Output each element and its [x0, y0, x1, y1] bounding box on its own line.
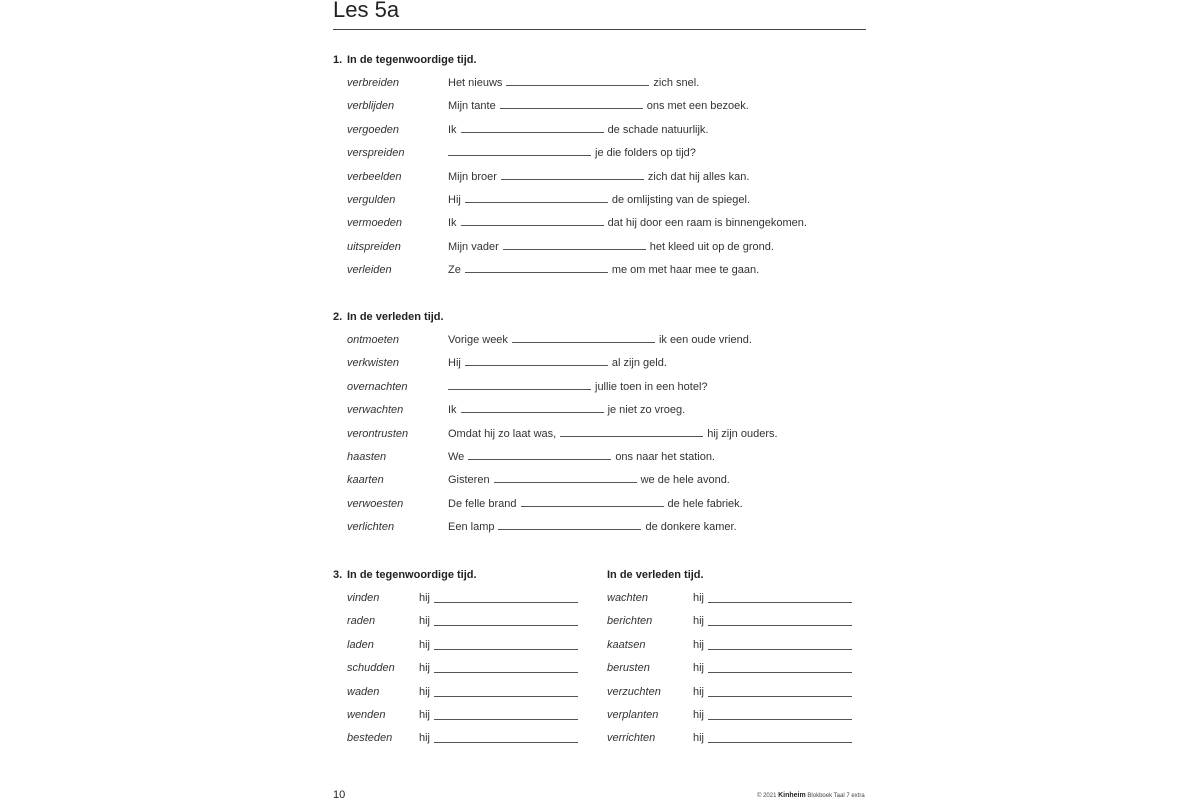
- answer-blank[interactable]: [465, 192, 608, 203]
- exercise-sentence: [448, 75, 699, 91]
- sentence-before: Hij: [448, 357, 461, 370]
- exercise-verb: verwoesten: [347, 497, 404, 510]
- sentence-after: ik een oude vriend.: [658, 334, 752, 346]
- conjugation-verb: wenden: [347, 709, 386, 721]
- answer-blank[interactable]: [503, 239, 646, 250]
- sentence-after: de donkere kamer.: [645, 521, 737, 534]
- exercise-verb: overnachten: [347, 380, 408, 393]
- exercise-sentence: [448, 426, 778, 442]
- pronoun-label: hij: [693, 709, 705, 721]
- sentence-before: De felle brand: [448, 497, 517, 510]
- page-number: 10: [333, 789, 346, 801]
- answer-blank[interactable]: [512, 332, 655, 343]
- sentence-before: Hij: [448, 194, 461, 206]
- sentence-after: de omlijsting van de spiegel.: [611, 194, 751, 206]
- answer-blank[interactable]: [434, 719, 578, 720]
- answer-blank[interactable]: [494, 472, 637, 483]
- section-3-right-title: In de verleden tijd.: [607, 569, 704, 581]
- conjugation-verb: laden: [347, 638, 374, 651]
- answer-blank[interactable]: [708, 672, 852, 673]
- section-1-number: 1.: [333, 54, 343, 66]
- sentence-after: zich snel.: [653, 77, 700, 89]
- answer-blank[interactable]: [465, 355, 608, 366]
- pronoun-label: hij: [419, 662, 431, 675]
- answer-blank[interactable]: [434, 742, 578, 743]
- pronoun-label: hij: [419, 685, 431, 698]
- exercise-sentence: [448, 332, 752, 348]
- sentence-after: dat hij door een raam is binnengekomen.: [607, 217, 807, 230]
- exercise-verb: vergulden: [347, 194, 396, 206]
- exercise-verb: vermoeden: [347, 217, 403, 230]
- pronoun-label: hij: [419, 709, 431, 721]
- pronoun-label: hij: [419, 615, 431, 628]
- sentence-after: je die folders op tijd?: [595, 147, 696, 160]
- answer-blank[interactable]: [521, 496, 664, 507]
- answer-blank[interactable]: [708, 696, 852, 697]
- answer-blank[interactable]: [560, 426, 703, 437]
- pronoun-label: hij: [693, 638, 705, 651]
- sentence-after: ons naar het station.: [615, 451, 715, 463]
- pronoun-label: hij: [693, 662, 705, 675]
- answer-blank[interactable]: [500, 98, 643, 109]
- answer-blank[interactable]: [465, 262, 608, 273]
- conjugation-verb: besteden: [347, 732, 393, 745]
- pronoun-label: hij: [693, 732, 705, 745]
- answer-blank[interactable]: [501, 169, 644, 180]
- sentence-before: Ik: [448, 217, 457, 230]
- answer-blank[interactable]: [708, 742, 852, 743]
- sentence-after: je niet zo vroeg.: [607, 404, 686, 417]
- sentence-before: Omdat hij zo laat was,: [448, 427, 557, 440]
- sentence-before: Ik: [448, 123, 457, 136]
- sentence-before: Het nieuws: [448, 77, 503, 89]
- exercise-verb: vergoeden: [347, 123, 399, 136]
- exercise-sentence: [448, 215, 807, 231]
- answer-blank[interactable]: [461, 215, 604, 226]
- sentence-before: Ze: [448, 264, 461, 277]
- conjugation-verb: wachten: [607, 592, 648, 604]
- section-1-title: In de tegenwoordige tijd.: [347, 54, 477, 66]
- exercise-sentence: [448, 379, 708, 395]
- exercise-sentence: [448, 355, 667, 371]
- conjugation-verb: kaatsen: [607, 638, 646, 651]
- sentence-after: het kleed uit op de grond.: [649, 240, 774, 253]
- exercise-verb: verontrusten: [347, 427, 409, 440]
- sentence-after: we de hele avond.: [640, 474, 730, 487]
- exercise-verb: verkwisten: [347, 357, 399, 370]
- exercise-sentence: [448, 145, 696, 161]
- exercise-sentence: [448, 262, 759, 278]
- answer-blank[interactable]: [461, 402, 604, 413]
- sentence-after: al zijn geld.: [611, 357, 667, 370]
- exercise-verb: verspreiden: [347, 147, 405, 160]
- pronoun-label: hij: [419, 732, 431, 745]
- exercise-sentence: [448, 98, 749, 114]
- footer-book: Blokboek Taal 7 extra: [807, 793, 865, 799]
- exercise-verb: ontmoeten: [347, 334, 399, 346]
- conjugation-verb: berusten: [607, 662, 650, 675]
- sentence-before: Vorige week: [448, 334, 508, 346]
- exercise-verb: kaarten: [347, 474, 384, 487]
- sentence-after: jullie toen in een hotel?: [595, 380, 708, 393]
- sentence-before: Mijn vader: [448, 240, 499, 253]
- conjugation-verb: vinden: [347, 592, 380, 604]
- exercise-sentence: [448, 169, 749, 185]
- answer-blank[interactable]: [434, 696, 578, 697]
- exercise-verb: verbeelden: [347, 170, 402, 183]
- exercise-sentence: [448, 402, 685, 418]
- answer-blank[interactable]: [708, 602, 852, 603]
- conjugation-verb: verrichten: [607, 732, 656, 745]
- answer-blank[interactable]: [498, 519, 641, 530]
- pronoun-label: hij: [419, 638, 431, 651]
- footer-brand: Kinheim: [778, 792, 806, 799]
- exercise-sentence: [448, 519, 737, 535]
- sentence-before: Een lamp: [448, 521, 495, 534]
- exercise-sentence: [448, 192, 750, 208]
- exercise-verb: verleiden: [347, 264, 392, 277]
- sentence-before: Mijn broer: [448, 170, 497, 183]
- conjugation-verb: berichten: [607, 615, 653, 628]
- section-2-title: In de verleden tijd.: [347, 311, 444, 323]
- sentence-before: Mijn tante: [448, 100, 496, 113]
- footer-credit: [757, 792, 865, 800]
- exercise-sentence: [448, 496, 743, 512]
- section-3-number: 3.: [333, 569, 343, 581]
- section-2-number: 2.: [333, 311, 343, 323]
- exercise-verb: verlichten: [347, 521, 395, 534]
- sentence-before: We: [448, 451, 465, 463]
- section-3-heading-left: [333, 568, 477, 582]
- conjugation-verb: verplanten: [607, 709, 659, 721]
- sentence-after: ons met een bezoek.: [646, 100, 749, 113]
- answer-blank[interactable]: [448, 145, 591, 156]
- sentence-before: Ik: [448, 404, 457, 417]
- pronoun-label: hij: [693, 615, 705, 628]
- conjugation-verb: verzuchten: [607, 685, 661, 698]
- sentence-after: hij zijn ouders.: [707, 427, 778, 440]
- answer-blank[interactable]: [708, 649, 852, 650]
- answer-blank[interactable]: [434, 672, 578, 673]
- answer-blank[interactable]: [468, 449, 611, 460]
- exercise-sentence: [448, 122, 708, 138]
- exercise-sentence: [448, 449, 715, 465]
- answer-blank[interactable]: [708, 719, 852, 720]
- sentence-before: Gisteren: [448, 474, 490, 487]
- pronoun-label: hij: [693, 592, 705, 604]
- sentence-after: me om met haar mee te gaan.: [611, 264, 760, 277]
- answer-blank[interactable]: [708, 625, 852, 626]
- answer-blank[interactable]: [434, 649, 578, 650]
- footer-copyright: © 2021: [757, 793, 777, 799]
- pronoun-label: hij: [419, 592, 431, 604]
- section-1-heading: [333, 53, 477, 67]
- conjugation-verb: waden: [347, 685, 380, 698]
- answer-blank[interactable]: [434, 602, 578, 603]
- exercise-verb: verblijden: [347, 100, 395, 113]
- section-3-heading-right: [607, 568, 704, 582]
- exercise-verb: uitspreiden: [347, 240, 401, 253]
- conjugation-verb: schudden: [347, 662, 395, 675]
- exercise-verb: verwachten: [347, 404, 404, 417]
- section-3-left-title: In de tegenwoordige tijd.: [347, 569, 477, 581]
- exercise-sentence: [448, 239, 774, 255]
- sentence-after: de hele fabriek.: [667, 497, 743, 510]
- exercise-verb: verbreiden: [347, 77, 399, 89]
- pronoun-label: hij: [693, 685, 705, 698]
- answer-blank[interactable]: [506, 75, 649, 86]
- sentence-after: zich dat hij alles kan.: [647, 170, 750, 183]
- conjugation-verb: raden: [347, 615, 376, 628]
- exercise-verb: haasten: [347, 451, 387, 463]
- title-divider: [333, 29, 866, 30]
- exercise-sentence: [448, 472, 730, 488]
- answer-blank[interactable]: [434, 625, 578, 626]
- section-2-heading: [333, 310, 444, 324]
- answer-blank[interactable]: [461, 122, 604, 133]
- page-title: Les 5a: [333, 0, 400, 22]
- sentence-after: de schade natuurlijk.: [607, 123, 709, 136]
- answer-blank[interactable]: [448, 379, 591, 390]
